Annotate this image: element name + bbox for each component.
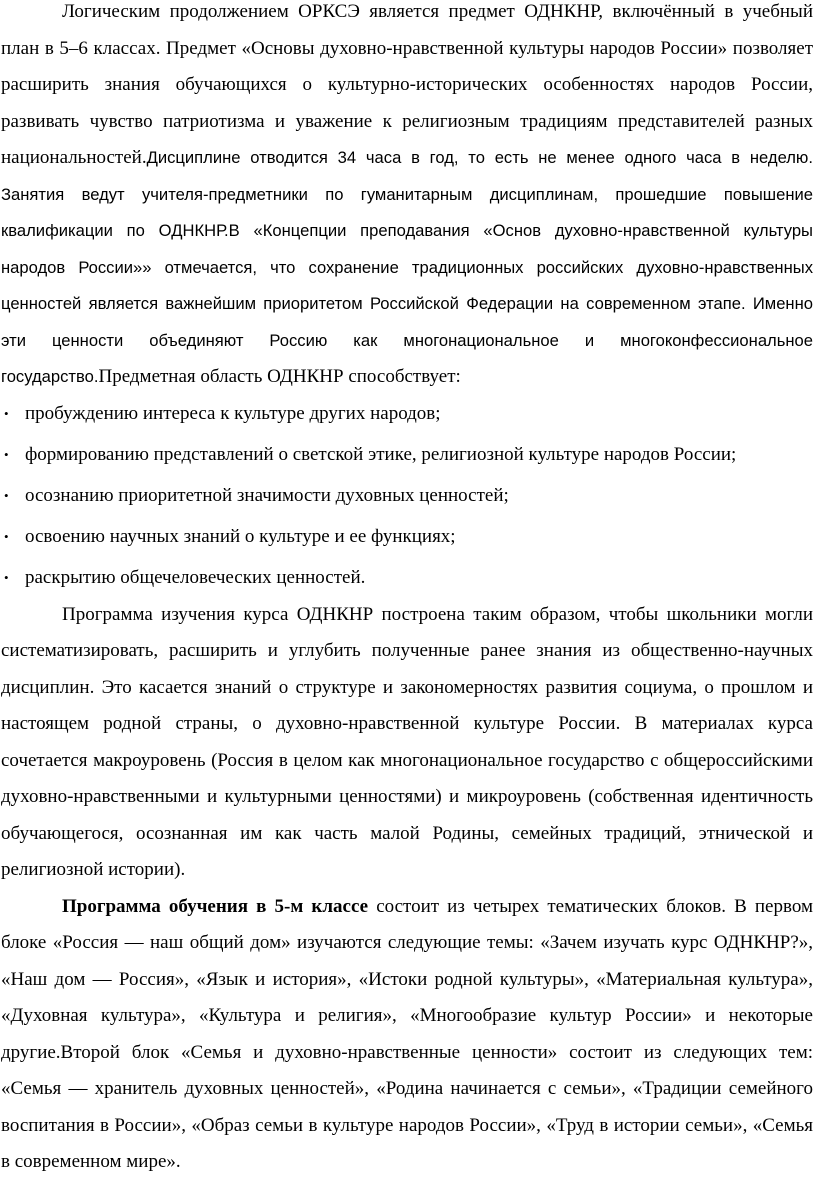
list-item — [1, 396, 813, 433]
list-item-text: раскрытию общечеловеческих ценностей. — [25, 566, 366, 588]
course-program-paragraph: Программа изучения курса ОДНКНР построена таким образом, чтобы школьники могли систематизировать, расширить и углубить полученные ранее знания из общественно-научных дисциплин. Это касается знаний о структуре и закономерностях развития социума, о прошлом и настоящем родной страны, о духовно-нравственной культуре России. В материалах курса сочетается макроуровень (Россия в целом как многонациональное государство с общероссийскими духовно-нравственными и культурными ценностями) и микроуровень (собственная идентичность обучающегося, осознанная им как часть малой Родины, семейных традиций, этнической и религиозной истории). — [1, 603, 813, 880]
list-item — [1, 519, 813, 556]
list-item — [1, 437, 813, 474]
list-item-text: осознанию приоритетной значимости духовных ценностей; — [25, 484, 509, 506]
list-item-text: освоению научных знаний о культуре и ее функциях; — [25, 525, 456, 547]
list-item — [1, 560, 813, 597]
subject-area-list — [1, 396, 813, 597]
grade5-program-heading: Программа обучения в 5-м классе — [62, 895, 369, 917]
list-item — [1, 478, 813, 515]
grade5-program-paragraph — [1, 889, 813, 1181]
bullet-icon: • — [4, 487, 9, 503]
grade5-program-text: состоит из четырех тематических блоков. В первом блоке «Россия — наш общий дом» изучаются следующие темы: «Зачем изучать курс ОДНКНР?», «Наш дом — Россия», «Язык и история», «Истоки родной культуры», «Материальная культура», «Духовная культура», «Культура и религия», «Многообразие культур России» и некоторые другие.Второй блок «Семья и духовно-нравственные ценности» состоит из следующих тем: «Семья — хранитель духовных ценностей», «Родина начинается с семьи», «Традиции семейного воспитания в России», «Образ семьи в культуре народов России», «Труд в истории семьи», «Семья в современном мире». — [1, 895, 813, 1172]
list-item-text: пробуждению интереса к культуре других народов; — [25, 402, 441, 424]
intro-paragraph — [1, 0, 813, 396]
intro-text: Логическим продолжением ОРКСЭ является предмет ОДНКНР, включённый в учебный план в 5–6 классах. Предмет «Основы духовно-нравственной культуры народов России» позволяет расширить знания обучающихся о культурно-исторических особенностях народов России, развивать чувство патриотизма и уважение к религиозным традициям представителей разных национальностей. — [1, 1, 813, 168]
bullet-icon: • — [4, 528, 9, 544]
bullet-icon: • — [4, 405, 9, 421]
list-item-text: формированию представлений о светской этике, религиозной культуре народов России; — [25, 443, 737, 465]
subject-area-lead: Предметная область ОДНКНР способствует: — [98, 366, 461, 387]
bullet-icon: • — [4, 569, 9, 585]
bullet-icon: • — [4, 446, 9, 462]
discipline-hours-text: Дисциплине отводится 34 часа в год, то есть не менее одного часа в неделю. Занятия ведут учителя-предметники по гуманитарным дисциплинам, прошедшие повышение квалификации по ОДНКНР.В «Концепции преподавания «Основ духовно-нравственной культуры народов России»» отмечается, что сохранение традиционных российских духовно-нравственных ценностей является важнейшим приоритетом Российской Федерации на современном этапе. Именно эти ценности объединяют Россию как многонациональное и многоконфессиональное государство. — [1, 148, 813, 386]
